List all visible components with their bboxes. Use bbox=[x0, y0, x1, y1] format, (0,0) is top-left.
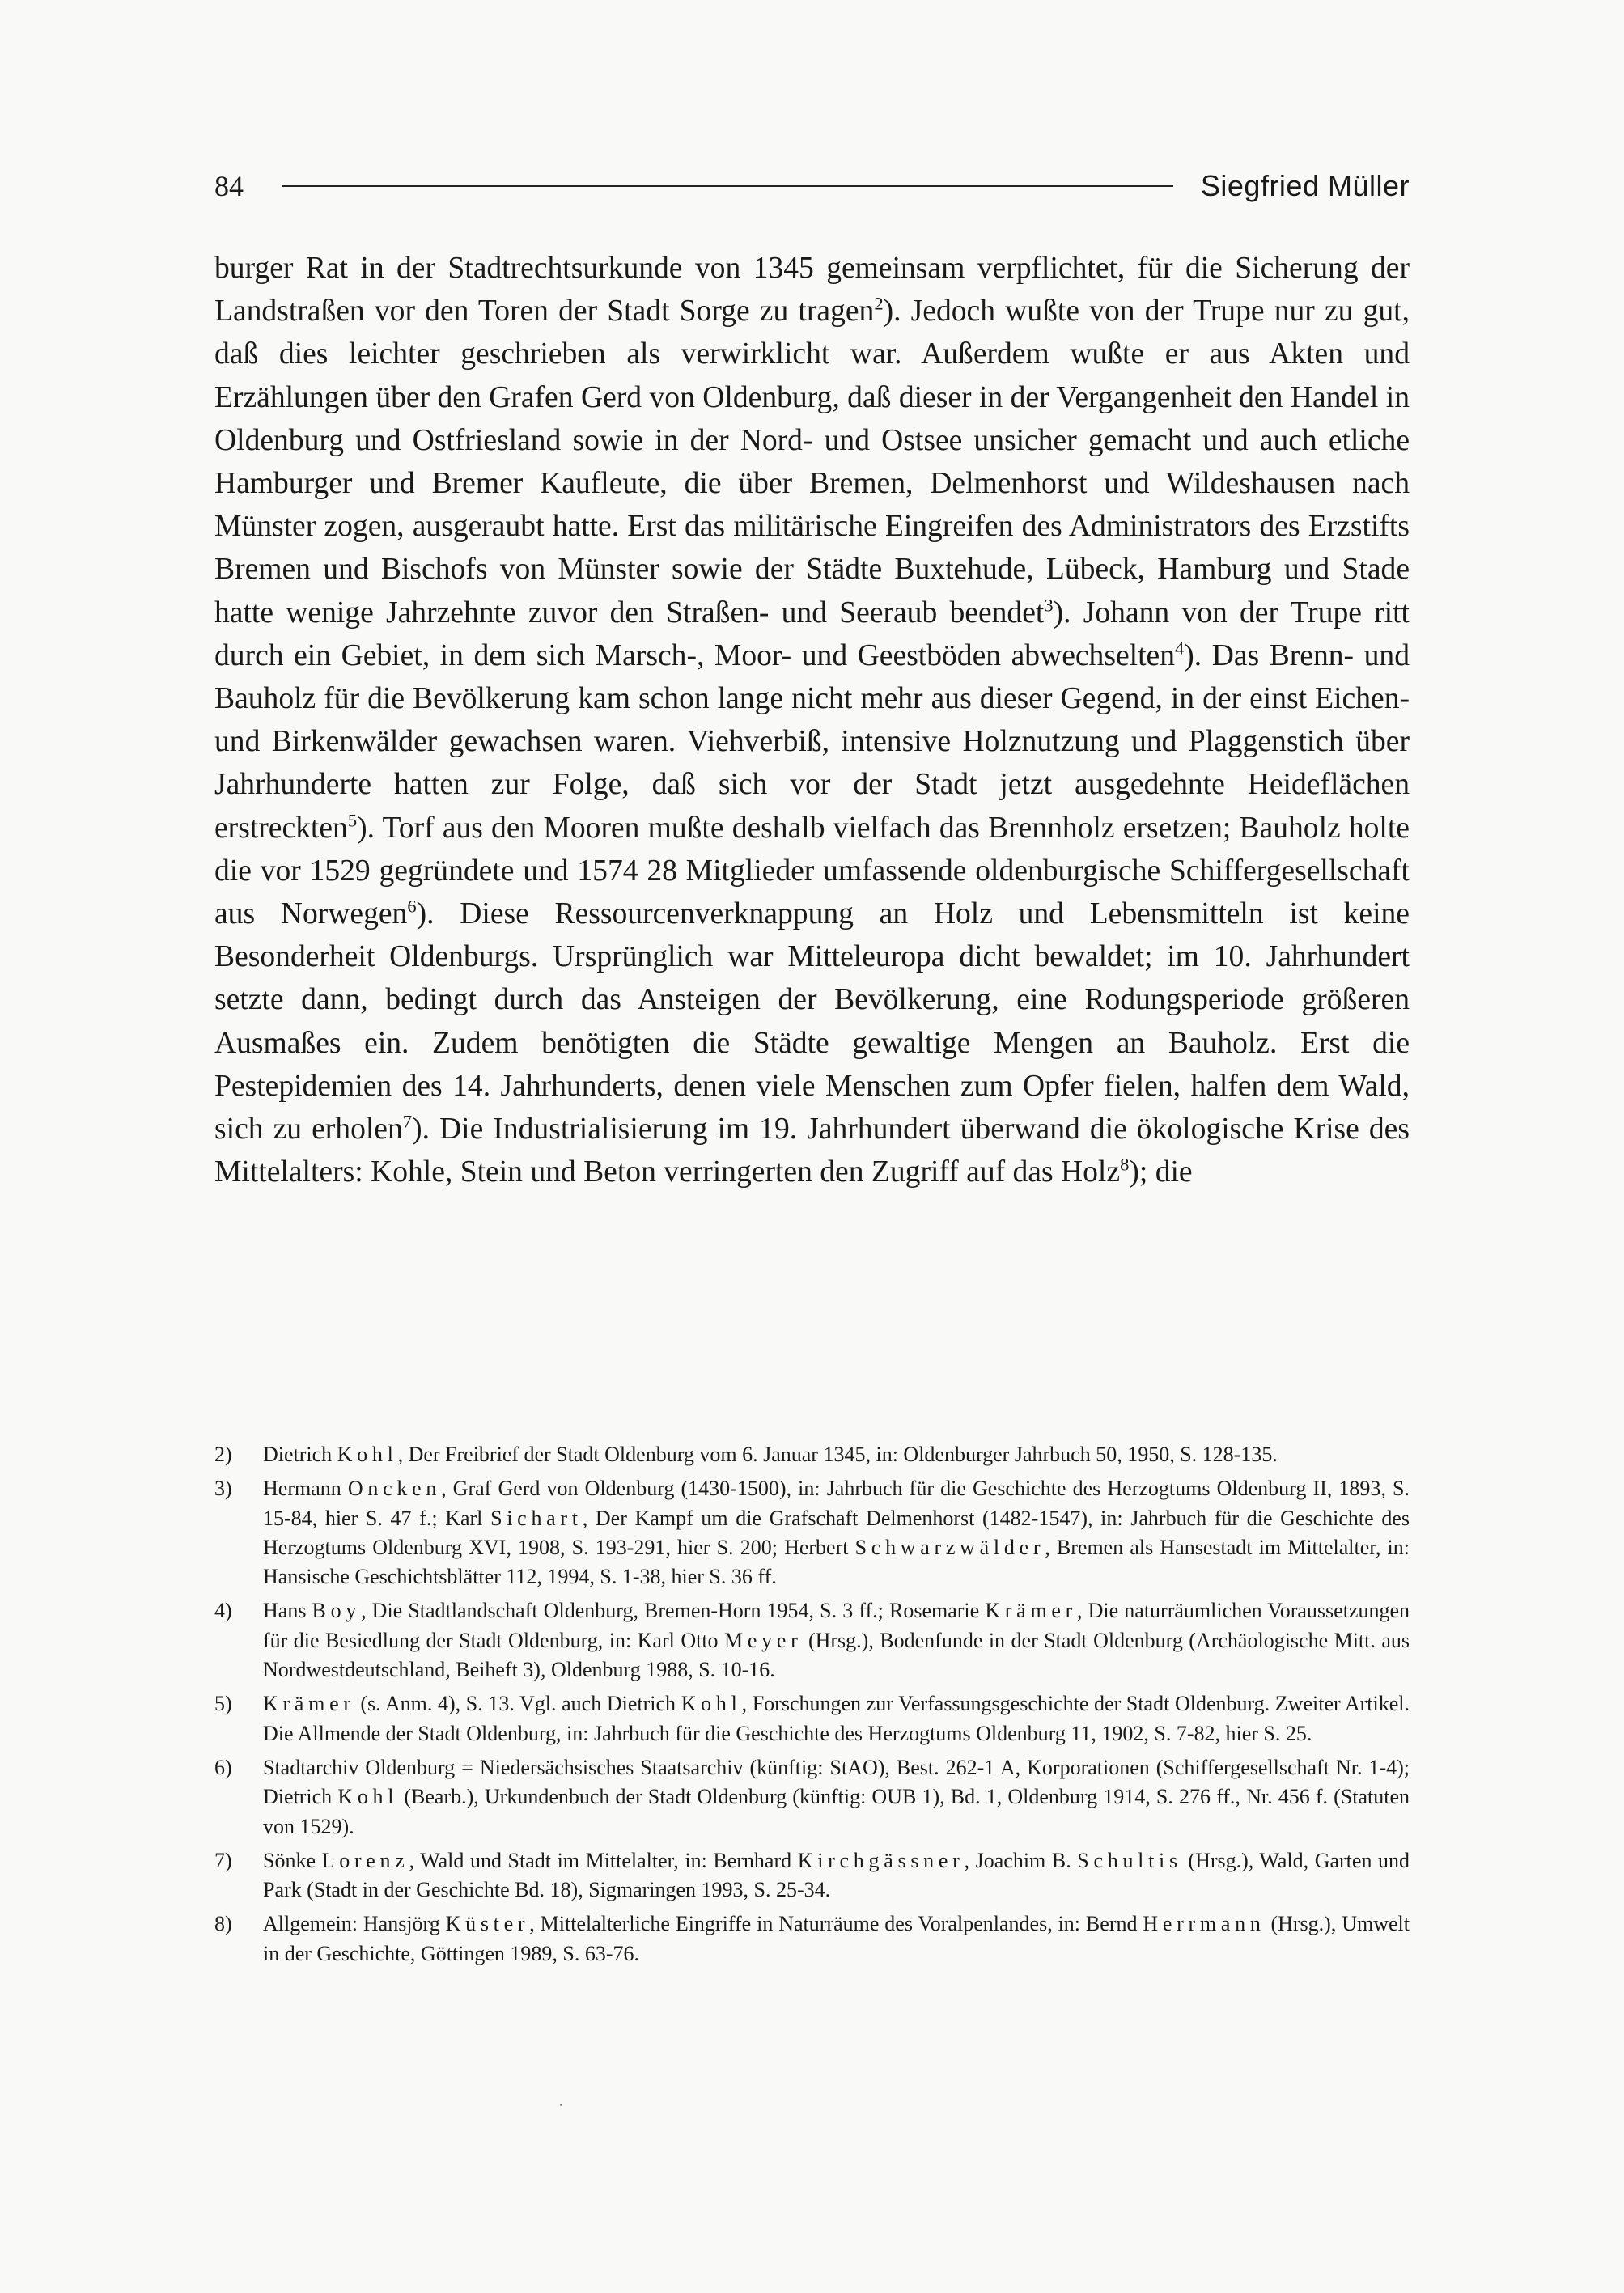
footnote-text bbox=[263, 1846, 1410, 1905]
fn-run: Hermann bbox=[263, 1477, 348, 1501]
fn-run: (Hrsg.), Bodenfunde in der Stadt Oldenburg (Archäologische Mitt. aus Nordwestdeutschland, Beiheft 3), Oldenburg 1988, S. 10-16. bbox=[263, 1628, 1410, 1682]
footnote-ref-8[interactable]: 8 bbox=[1120, 1154, 1130, 1175]
footnote-number: 6) bbox=[214, 1755, 232, 1779]
scan-speck bbox=[560, 2104, 562, 2106]
text-run: ). Diese Ressourcenverknappung an Holz und Lebensmitteln ist keine Besonderheit Oldenburgs. Ursprünglich war Mitteleuropa dicht bewaldet; im 10. Jahrhundert setzte dann, bedingt durch das Ansteigen der Bevölkerung, eine Rodungsperiode größeren Ausmaßes ein. Zudem benötigten die Städte gewaltige Mengen an Bauholz. Erst die Pestepidemien des 14. Jahrhunderts, denen viele Menschen zum Opfer fielen, halfen dem Wald, sich zu erholen bbox=[214, 897, 1410, 1146]
fn-run: (s. Anm. 4), S. 13. Vgl. auch Dietrich bbox=[354, 1692, 681, 1716]
fn-run: Sönke bbox=[263, 1848, 322, 1872]
page-number: 84 bbox=[214, 170, 244, 202]
fn-run: , Forschungen zur Verfassungsgeschichte der Stadt Oldenburg. Zweiter Artikel. Die Allmende der Stadt Oldenburg, in: Jahrbuch für die Geschichte des Herzogtums Oldenburg 11, 1902, S. 7-82, hier S. 25. bbox=[263, 1692, 1410, 1745]
footnote-5 bbox=[214, 1689, 1410, 1748]
author-name: Boy bbox=[312, 1599, 362, 1623]
page-header bbox=[214, 162, 1410, 210]
footnote-ref-4[interactable]: 4 bbox=[1175, 638, 1185, 659]
footnote-ref-6[interactable]: 6 bbox=[407, 896, 417, 917]
footnote-ref-7[interactable]: 7 bbox=[402, 1111, 413, 1132]
author-name: Oncken bbox=[347, 1477, 442, 1501]
fn-run: , Die naturräumlichen Voraussetzungen für die Besiedlung der Stadt Oldenburg, in: Karl Otto bbox=[263, 1599, 1410, 1652]
fn-run: Allgemein: Hansjörg bbox=[263, 1912, 446, 1936]
fn-run: , Graf Gerd von Oldenburg (1430-1500), in: Jahrbuch für die Geschichte des Herzogtums Oldenburg II, 1893, S. 15-84, hier S. 47 f.; Karl bbox=[263, 1477, 1410, 1530]
author-name: Kirchgässner bbox=[797, 1848, 965, 1872]
author-name: Lorenz bbox=[321, 1848, 409, 1872]
author-name: Krämer bbox=[985, 1599, 1078, 1623]
footnote-number: 5) bbox=[214, 1692, 232, 1716]
author-name: Kohl bbox=[337, 1785, 399, 1809]
author-name: Schultis bbox=[1077, 1848, 1182, 1872]
text-run: ). Johann von der Trupe ritt durch ein Gebiet, in dem sich Marsch-, Moor- und Geestböden abwechselten bbox=[214, 596, 1410, 672]
fn-run: , Joachim B. bbox=[964, 1848, 1078, 1872]
author-name: Kohl bbox=[681, 1692, 742, 1716]
header-rule bbox=[282, 185, 1173, 187]
fn-run: , Wald und Stadt im Mittelalter, in: Bernhard bbox=[409, 1848, 798, 1872]
fn-run: (Hrsg.), Umwelt in der Geschichte, Göttingen 1989, S. 63-76. bbox=[263, 1912, 1410, 1965]
footnote-2 bbox=[214, 1440, 1410, 1469]
fn-run: , Die Stadtlandschaft Oldenburg, Bremen-Horn 1954, S. 3 ff.; Rosemarie bbox=[361, 1599, 986, 1623]
footnote-number: 7) bbox=[214, 1848, 232, 1872]
footnotes bbox=[214, 1440, 1410, 1973]
text-run: burger Rat in der Stadtrechtsurkunde von 1345 gemeinsam verpflichtet, für die Sicherung der Landstraßen vor den Toren der Stadt Sorge zu tragen bbox=[214, 252, 1410, 328]
fn-run: Dietrich bbox=[263, 1443, 337, 1466]
footnote-8 bbox=[214, 1909, 1410, 1969]
footnote-number: 4) bbox=[214, 1599, 232, 1623]
footnote-ref-3[interactable]: 3 bbox=[1044, 595, 1054, 616]
main-text bbox=[214, 247, 1410, 1193]
fn-run: (Hrsg.), Wald, Garten und Park (Stadt in der Geschichte Bd. 18), Sigmaringen 1993, S. 25-34. bbox=[263, 1848, 1410, 1902]
footnote-3 bbox=[214, 1474, 1410, 1592]
text-run: ). Jedoch wußte von der Trupe nur zu gut, daß dies leichter geschrieben als verwirklicht war. Außerdem wußte er aus Akten und Erzählungen über den Grafen Gerd von Oldenburg, daß dieser in der Vergangenheit den Handel in Oldenburg und Ostfriesland sowie in der Nord- und Ostsee unsicher gemacht und auch etliche Hamburger und Bremer Kaufleute, die über Bremen, Delmenhorst und Wildeshausen nach Münster zogen, ausgeraubt hatte. Erst das militärische Eingreifen des Administrators des Erzstifts Bremen und Bischofs von Münster sowie der Städte Buxtehude, Lübeck, Hamburg und Stade hatte wenige Jahrzehnte zuvor den Straßen- und Seeraub beendet bbox=[214, 295, 1410, 629]
footnote-text bbox=[263, 1689, 1410, 1748]
text-run: ). Torf aus den Mooren mußte deshalb vielfach das Brennholz ersetzen; Bauholz holte die vor 1529 gegründete und 1574 28 Mitglieder umfassende oldenburgische Schiffergesellschaft aus Norwegen bbox=[214, 811, 1410, 931]
author-name: Küster bbox=[445, 1912, 530, 1936]
footnote-text bbox=[263, 1474, 1410, 1592]
author-name: Kohl bbox=[337, 1443, 398, 1466]
author-name: Sichart bbox=[490, 1506, 583, 1530]
footnote-ref-5[interactable]: 5 bbox=[347, 810, 358, 831]
footnote-text bbox=[263, 1753, 1410, 1842]
footnote-text bbox=[263, 1596, 1410, 1685]
fn-run: (Bearb.), Urkundenbuch der Stadt Oldenburg (künftig: OUB 1), Bd. 1, Oldenburg 1914, S. 276 ff., Nr. 456 f. (Statuten von 1529). bbox=[263, 1785, 1410, 1838]
footnote-text bbox=[263, 1440, 1410, 1469]
footnote-ref-2[interactable]: 2 bbox=[874, 293, 884, 314]
running-head: Siegfried Müller bbox=[1200, 169, 1410, 202]
text-run: ); die bbox=[1129, 1155, 1193, 1189]
fn-run: Hans bbox=[263, 1599, 312, 1623]
footnote-4 bbox=[214, 1596, 1410, 1685]
footnote-number: 3) bbox=[214, 1477, 232, 1501]
author-name: Meyer bbox=[724, 1628, 803, 1652]
footnote-6 bbox=[214, 1753, 1410, 1842]
author-name: Krämer bbox=[263, 1692, 355, 1716]
fn-run: , Mittelalterliche Eingriffe in Naturräume des Voralpenlandes, in: Bernd bbox=[529, 1912, 1143, 1936]
text-run: ). Die Industrialisierung im 19. Jahrhundert überwand die ökologische Krise des Mittelalters: Kohle, Stein und Beton verringerten den Zugriff auf das Holz bbox=[214, 1113, 1410, 1189]
footnote-number: 2) bbox=[214, 1443, 232, 1466]
text-run: ). Das Brenn- und Bauholz für die Bevölkerung kam schon lange nicht mehr aus dieser Gegend, in der einst Eichen- und Birkenwälder gewachsen waren. Viehverbiß, intensive Holznutzung und Plaggenstich über Jahrhunderte hatten zur Folge, daß sich vor der Stadt jetzt ausgedehnte Heideflächen erstreckten bbox=[214, 638, 1410, 845]
fn-run: , Der Freibrief der Stadt Oldenburg vom 6. Januar 1345, in: Oldenburger Jahrbuch 50, 1950, S. 128-135. bbox=[397, 1443, 1278, 1466]
footnote-text bbox=[263, 1909, 1410, 1969]
fn-run: , Der Kampf um die Grafschaft Delmenhorst (1482-1547), in: Jahrbuch für die Geschichte des Herzogtums Oldenburg XVI, 1908, S. 193-291, hier S. 200; Herbert bbox=[263, 1506, 1410, 1559]
fn-run: , Bremen als Hansestadt im Mittelalter, in: Hansische Geschichtsblätter 112, 1994, S. 1-38, hier S. 36 ff. bbox=[263, 1535, 1410, 1589]
author-name: Herrmann bbox=[1143, 1912, 1266, 1936]
body-paragraph bbox=[214, 247, 1410, 1193]
footnote-7 bbox=[214, 1846, 1410, 1905]
author-name: Schwarzwälder bbox=[854, 1535, 1045, 1559]
footnote-number: 8) bbox=[214, 1912, 232, 1936]
fn-run: Stadtarchiv Oldenburg = Niedersächsisches Staatsarchiv (künftig: StAO), Best. 262-1 A, Korporationen (Schiffergesellschaft Nr. 1-4); Dietrich bbox=[263, 1755, 1410, 1809]
